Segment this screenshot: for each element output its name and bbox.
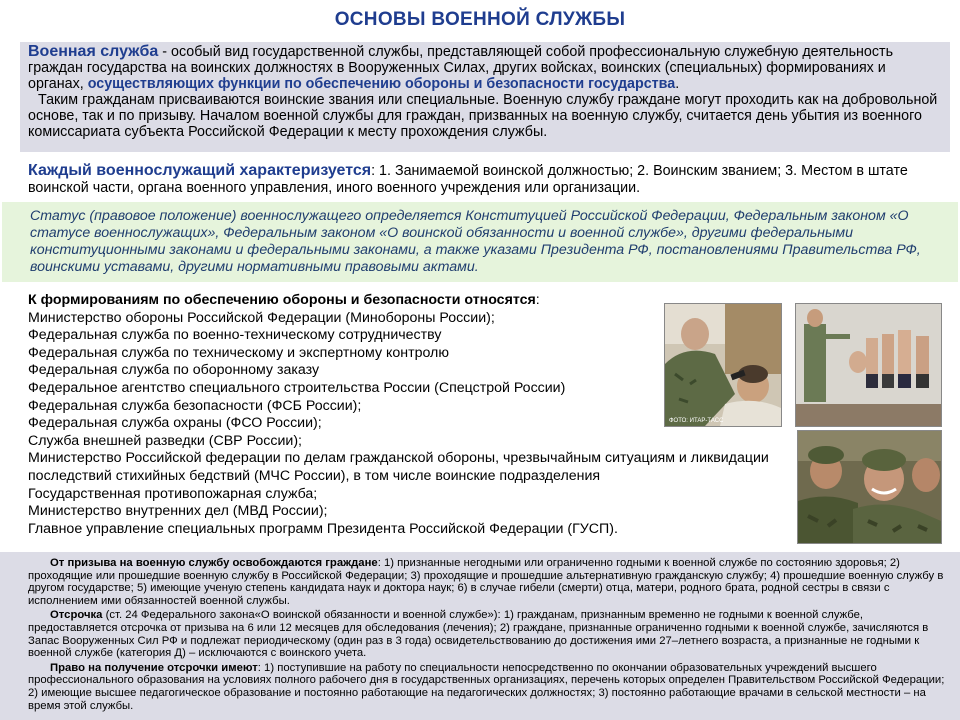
list-item: Федеральная служба по военно-техническому сотрудничеству — [28, 327, 442, 344]
photo-haircut-image — [665, 304, 781, 426]
list-item: Федеральная служба по техническому и экспертному контролю — [28, 344, 449, 361]
definition-block — [20, 42, 950, 152]
definition-highlight: осуществляющих функции по обеспечению обороны и безопасности государства — [87, 76, 676, 92]
deferral-lead: Отсрочка — [50, 609, 103, 622]
definition-text: - особый вид государственной службы, представляющей собой профессиональную служебную деятельность граждан государства на воинских должностях в Вооруженных Силах, других войсках, воинских (специальных) формированиях и органах, — [28, 44, 894, 92]
list-item: Федеральное агентство специального строительства России (Спецстрой России) — [28, 379, 566, 396]
definition-end: . — [675, 76, 680, 92]
exemptions-text: : 1) признанные негодными или ограниченно годными к военной службе по состоянию здоровья; 2) проходящие или прошедшие военную службу в Российской Федерации; 3) проходящие и прошедшие альтернативную гражданскую службу; 4) прошедшие военную службу в другом государстве; 5) имеющие ученую степень кандидата наук и доктора наук; 6) в случае гибели (смерти) отца, матери, родного брата, родной сестры в связи с исполнением ими обязанностей военной службы. — [28, 557, 944, 607]
right-lead: Право на получение отсрочки имеют — [50, 661, 258, 674]
list-item: Министерство внутренних дел (МВД России); — [28, 503, 328, 520]
photo-soldiers-image — [798, 431, 941, 543]
list-item: Государственная противопожарная служба; — [28, 485, 318, 502]
list-item: Министерство Российской федерации по делам гражданской обороны, чрезвычайным ситуациям и ликвидации последствий стихийных бедствий (МЧС России), в том числе воинские подразделения — [28, 450, 769, 484]
photo-caption: ФОТО: ИТАР-ТАСС — [669, 418, 724, 424]
exemptions-block — [0, 552, 960, 720]
status-block: Статус (правовое положение) военнослужащего определяется Конституцией Российской Федерации, Федеральным законом «О статусе военнослужащих», Федеральным законом «О воинской обязанности и военной службе», другими федеральными конституционными законами и федеральными законами, а также указами Президента РФ, постановлениями Правительства РФ, воинскими уставами, другими нормативными правовыми актами. — [2, 202, 958, 282]
list-item: Федеральная служба безопасности (ФСБ России); — [28, 397, 362, 414]
list-item: Министерство обороны Российской Федерации (Минобороны России); — [28, 309, 495, 326]
list-item: Федеральная служба по оборонному заказу — [28, 362, 320, 379]
definition-para2: Таким гражданам присваиваются воинские звания или специальные. Военную службу граждане могут проходить как на добровольной основе, так и по призыву. Началом военной службы для граждан, призванных на военную службу, считается день убытия из военного комиссариата субъекта Российской Федерации к месту прохождения службы. — [28, 92, 938, 140]
photo-soldiers — [797, 430, 942, 544]
characterized-block — [20, 160, 950, 200]
definition-term: Военная служба — [28, 43, 159, 60]
page-title: ОСНОВЫ ВОЕННОЙ СЛУЖБЫ — [334, 9, 626, 30]
deferral-text: (ст. 24 Федерального закона«О воинской обязанности и военной службе»): 1) гражданам, признанным временно не годными к военной службе, предоставляется отсрочка от призыва на 6 или 12 месяцев для обследования (лечения); 2) граждане, признанные ограниченно годными к военной службе, зачисляются в Запас Вооруженных Сил РФ и подлежат периодическому (один раз в 3 года) освидетельствованию до достижения ими 27–летнего возраста, а признанные не годными к военной службе (категория Д) – исключаются с воинского учета. — [28, 609, 929, 660]
list-item: Служба внешней разведки (СВР России); — [28, 432, 303, 449]
right-text: : 1) поступившие на работу по специальности непосредственно по окончании образовательных учреждений высшего профессионального образования на условиях полного рабочего дня в государственных организациях, перечень которых определен Правительством Российской Федерации; 2) имеющие высшее педагогическое образование и постоянно работающие на педагогических должностях; 3) постоянно работающие врачами в сельской местности – на время этой службы. — [28, 661, 945, 712]
exemptions-lead: От призыва на военную службу освобождаются граждане — [50, 557, 378, 569]
characterized-term: Каждый военнослужащий характеризуется — [28, 162, 372, 179]
formations-heading: К формированиям по обеспечению обороны и безопасности относятся — [28, 292, 536, 308]
list-item: Главное управление специальных программ Президента Российской Федерации (ГУСП). — [28, 520, 618, 537]
photo-medical — [795, 303, 942, 427]
photo-medical-image — [796, 304, 941, 426]
characterized-text: : 1. Занимаемой воинской должностью; 2. Воинским званием; 3. Местом в штате воинской части, органа военного управления, иного военного учреждения или организации. — [28, 163, 908, 196]
list-item: Федеральная служба охраны (ФСО России); — [28, 415, 322, 432]
formations-colon: : — [535, 292, 540, 308]
photo-haircut — [664, 303, 782, 427]
